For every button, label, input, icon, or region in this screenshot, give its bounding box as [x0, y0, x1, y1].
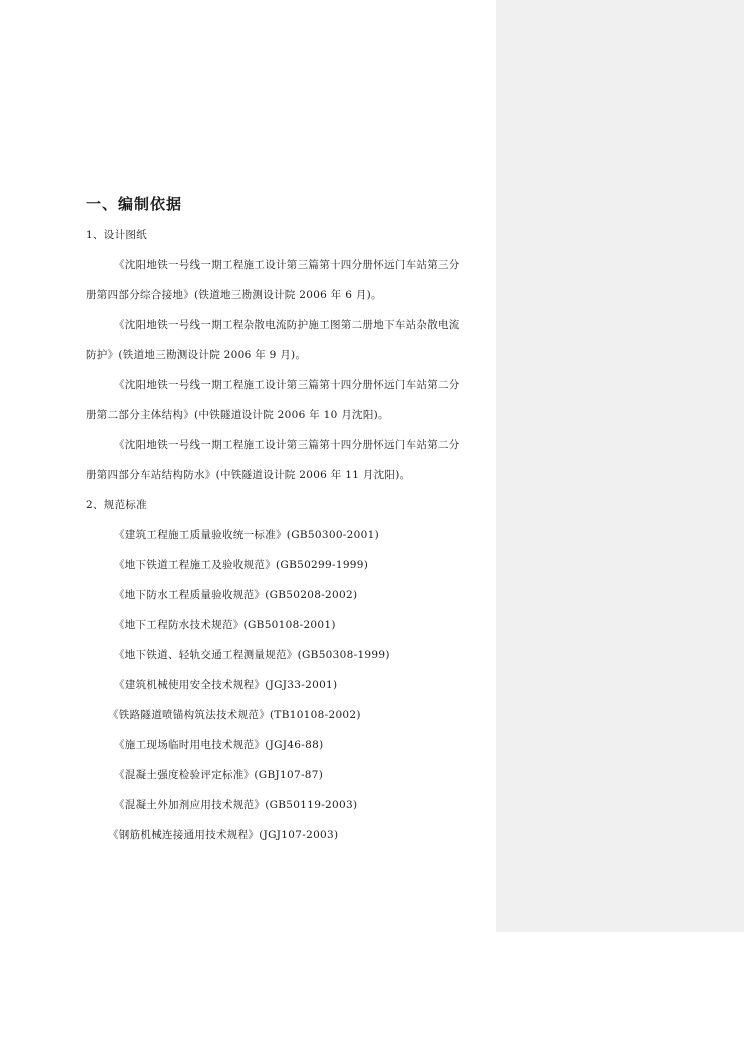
- paragraph-line: 册第四部分车站结构防水》(中铁隧道设计院 2006 年 11 月沈阳)。: [86, 469, 411, 481]
- standard-item: 《地下工程防水技术规范》(GB50108-2001): [114, 619, 336, 631]
- section-heading: 一、编制依据: [86, 195, 183, 213]
- standard-item: 《地下铁道、轻轨交通工程测量规范》(GB50308-1999): [114, 649, 390, 661]
- standard-item: 《铁路隧道喷锚构筑法技术规范》(TB10108-2002): [108, 709, 361, 721]
- standard-item: 《建筑机械使用安全技术规程》(JGJ33-2001): [114, 679, 338, 691]
- standard-item: 《混凝土外加剂应用技术规范》(GB50119-2003): [114, 799, 358, 811]
- standard-item: 《地下铁道工程施工及验收规范》(GB50299-1999): [114, 559, 369, 571]
- subsection-label: 1、设计图纸: [86, 229, 147, 241]
- paragraph-line: 册第二部分主体结构》(中铁隧道设计院 2006 年 10 月沈阳)。: [86, 409, 389, 421]
- standard-item: 《钢筋机械连接通用技术规程》(JGJ107-2003): [108, 829, 339, 841]
- standard-item: 《建筑工程施工质量验收统一标准》(GB50300-2001): [114, 529, 379, 541]
- comment-pane: [496, 0, 744, 932]
- paragraph-line: 《沈阳地铁一号线一期工程杂散电流防护施工图第二册地下车站杂散电流: [114, 319, 460, 331]
- standard-item: 《混凝土强度检验评定标准》(GBJ107-87): [114, 769, 324, 781]
- paragraph-line: 《沈阳地铁一号线一期工程施工设计第三篇第十四分册怀远门车站第三分: [114, 259, 460, 271]
- standard-item: 《地下防水工程质量验收规范》(GB50208-2002): [114, 589, 358, 601]
- paragraph-line: 《沈阳地铁一号线一期工程施工设计第三篇第十四分册怀远门车站第二分: [114, 379, 460, 391]
- paragraph-line: 册第四部分综合接地》(铁道地三勘测设计院 2006 年 6 月)。: [86, 289, 382, 301]
- paragraph-line: 《沈阳地铁一号线一期工程施工设计第三篇第十四分册怀远门车站第二分: [114, 439, 460, 451]
- subsection-label: 2、规范标准: [86, 499, 147, 511]
- standard-item: 《施工现场临时用电技术规范》(JGJ46-88): [114, 739, 324, 751]
- paragraph-line: 防护》(铁道地三勘测设计院 2006 年 9 月)。: [86, 349, 307, 361]
